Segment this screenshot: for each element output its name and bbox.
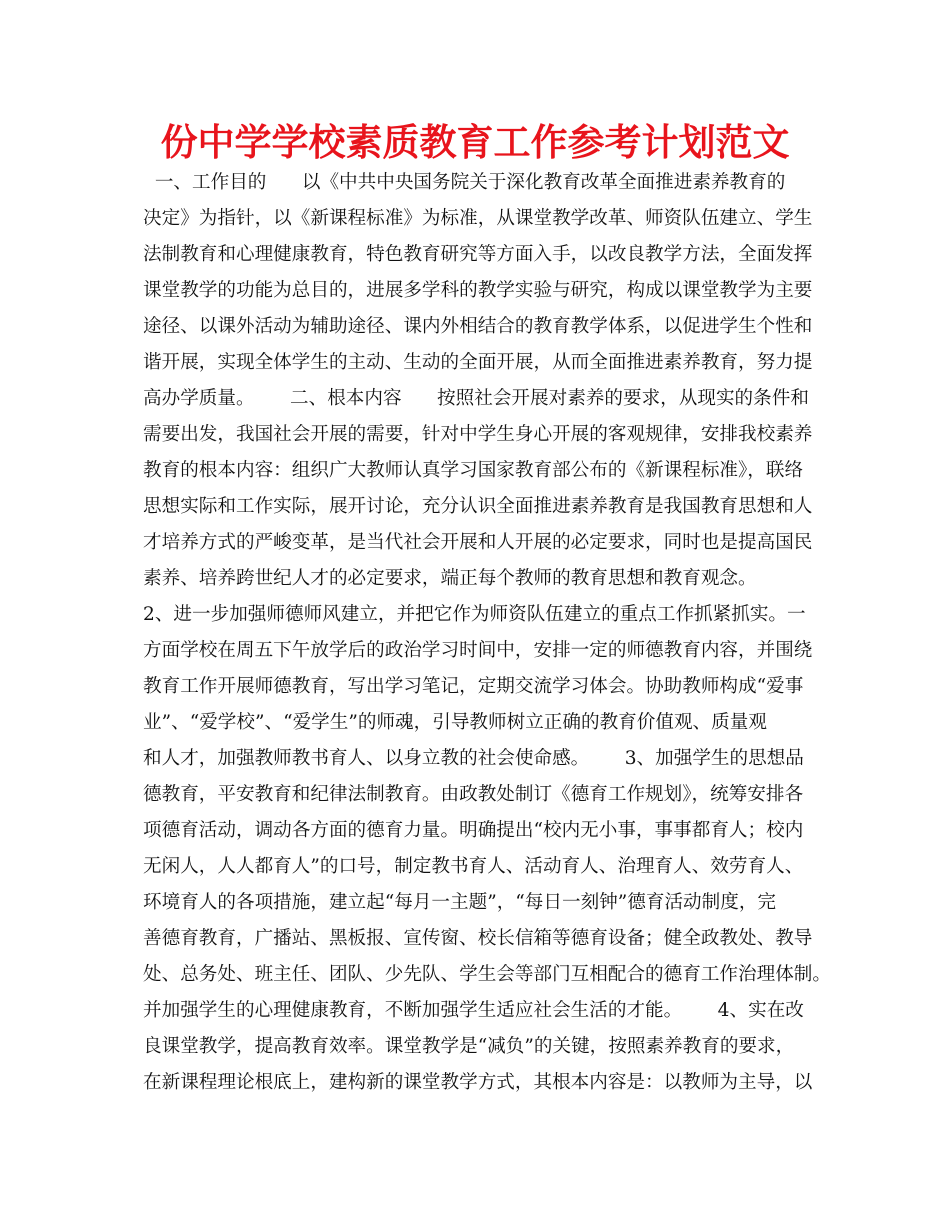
body-line: 项德育活动，调动各方面的德育力量。明确提出“校内无小事，事事都育人；校内 [143,820,804,841]
body-line: 业”、“爱学校”、“爱学生”的师魂，引导教师树立正确的教育价值观、质量观 [143,712,767,733]
body-line: 在新课程理论根底上，建构新的课堂教学方式，其根本内容是：以教师为主导，以 [143,1072,813,1093]
body-line: 素养、培养跨世纪人才的必定要求，端正每个教师的教育思想和教育观念。 [143,568,757,589]
body-line: 处、总务处、班主任、团队、少先队、学生会等部门互相配合的德育工作治理体制。 [143,964,831,985]
document-title: 份中学学校素质教育工作参考计划范文 [160,121,790,164]
body-line: 善德育教育，广播站、黑板报、宣传窗、校长信箱等德育设备；健全政教处、教导 [143,928,813,949]
body-line: 谐开展，实现全体学生的主动、生动的全面开展，从而全面推进素养教育，努力提 [143,352,813,373]
body-line: 教育的根本内容：组织广大教师认真学习国家教育部公布的《新课程标准》，联络 [143,460,804,481]
body-line: 环境育人的各项措施，建立起“每月一主题”，“每日一刻钟”德育活动制度，完 [143,892,777,913]
body-line: 2、进一步加强师德师风建立，并把它作为师资队伍建立的重点工作抓紧抓实。一 [143,604,806,625]
body-line: 并加强学生的心理健康教育，不断加强学生适应社会生活的才能。 4、实在改 [143,1000,804,1021]
body-line: 教育工作开展师德教育，写出学习笔记，定期交流学习体会。协助教师构成“爱事 [143,676,804,697]
body-line: 无闲人，人人都育人”的口号，制定教书育人、活动育人、治理育人、效劳育人、 [143,856,804,877]
body-line: 德教育，平安教育和纪律法制教育。由政教处制订《德育工作规划》，统筹安排各 [143,784,804,805]
body-line: 决定》为指针，以《新课程标准》为标准，从课堂教学改革、师资队伍建立、学生 [143,208,813,229]
body-line: 需要出发，我国社会开展的需要，针对中学生身心开展的客观规律，安排我校素养 [143,424,813,445]
body-line: 和人才，加强教师教书育人、以身立教的社会使命感。 3、加强学生的思想品 [143,748,804,769]
body-line: 途径、以课外活动为辅助途径、课内外相结合的教育教学体系，以促进学生个性和 [143,316,813,337]
body-line: 思想实际和工作实际，展开讨论，充分认识全面推进素养教育是我国教育思想和人 [143,496,813,517]
body-line: 一、工作目的 以《中共中央国务院关于深化教育改革全面推进素养教育的 [143,172,786,193]
body-line: 高办学质量。 二、根本内容 按照社会开展对素养的要求，从现实的条件和 [143,388,809,409]
body-line: 才培养方式的严峻变革，是当代社会开展和人开展的必定要求，同时也是提高国民 [143,532,813,553]
body-line: 良课堂教学，提高教育效率。课堂教学是“减负”的关键，按照素养教育的要求， [143,1036,795,1057]
body-line: 方面学校在周五下午放学后的政治学习时间中，安排一定的师德教育内容，并围绕 [143,640,813,661]
body-line: 法制教育和心理健康教育，特色教育研究等方面入手，以改良教学方法，全面发挥 [143,244,813,265]
body-line: 课堂教学的功能为总目的，进展多学科的教学实验与研究，构成以课堂教学为主要 [143,280,813,301]
